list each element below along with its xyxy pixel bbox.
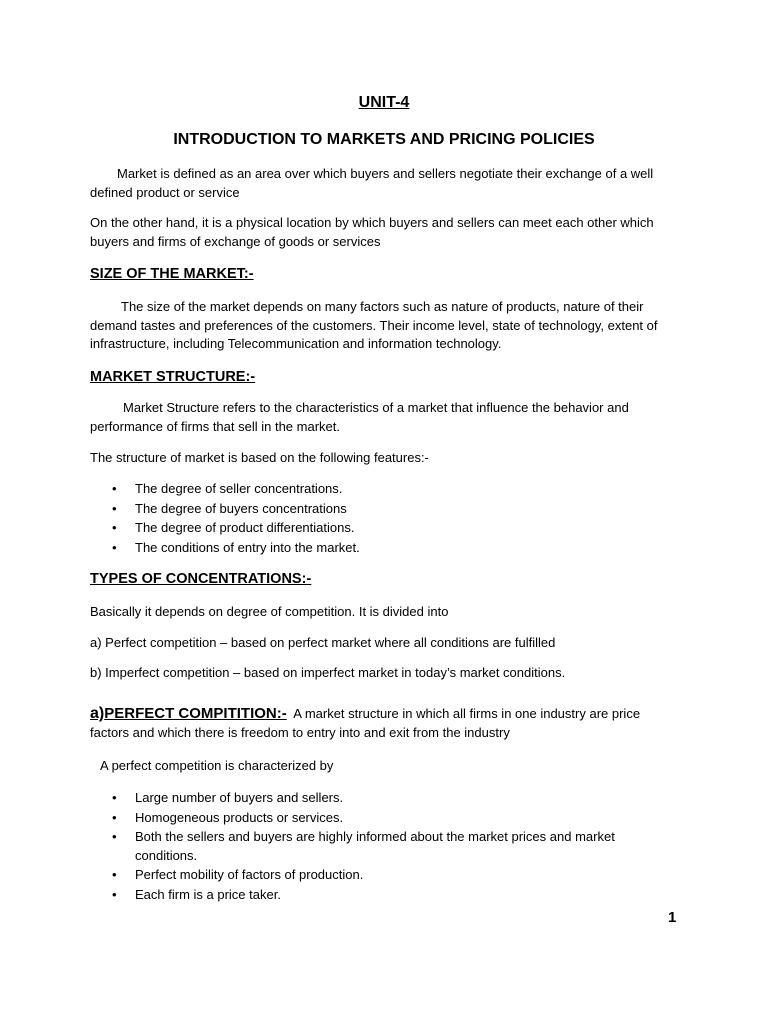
types-of-concentrations-heading: TYPES OF CONCENTRATIONS:-: [90, 571, 312, 587]
perfect-competition-definition: a) Perfect competition – based on perfect market where all conditions are fulfilled: [90, 635, 556, 650]
list-item: [90, 866, 670, 885]
list-item-text: Perfect mobility of factors of production.: [135, 867, 364, 882]
list-item: [90, 519, 670, 538]
characteristics-list: [90, 789, 670, 905]
unit-heading: UNIT-4: [358, 94, 410, 111]
size-of-market-heading: SIZE OF THE MARKET:-: [90, 266, 254, 282]
list-item-text: Each firm is a price taker.: [135, 886, 281, 902]
heading-text: PERFECT COMPITITION:-: [104, 705, 287, 722]
market-structure-heading: MARKET STRUCTURE:-: [90, 369, 256, 385]
bullet-icon: •: [112, 520, 117, 535]
market-structure-paragraph: Market Structure refers to the characteristics of a market that influence the behavior and performance of firms that sell in the market.: [90, 400, 629, 434]
list-item-text: The degree of seller concentrations.: [135, 481, 343, 496]
bullet-icon: •: [112, 481, 117, 496]
list-item: [90, 809, 670, 828]
page-title: INTRODUCTION TO MARKETS AND PRICING POLICIES: [173, 131, 595, 148]
features-list: [90, 480, 670, 558]
list-item: [90, 500, 670, 519]
list-item: [90, 480, 670, 499]
bullet-icon: •: [112, 790, 117, 805]
size-of-market-paragraph: The size of the market depends on many factors such as nature of products, nature of their demand tastes and preferences of the customers. Their income level, state of technology, extent of infrastructure, including Telecommunication and information technology.: [90, 299, 658, 351]
bullet-icon: •: [112, 539, 117, 555]
bullet-icon: •: [112, 829, 117, 844]
perfect-competition-text: A market structure in which all firms in one industry are price factors and which there is freedom to entry into and exit from the industry: [90, 706, 641, 740]
intro-paragraph-1: Market is defined as an area over which buyers and sellers negotiate their exchange of a well defined product or service: [90, 166, 654, 200]
perfect-competition-heading: [90, 705, 287, 722]
bullet-icon: •: [112, 809, 117, 825]
perfect-competition-paragraph: [90, 705, 680, 742]
list-item-text: Homogeneous products or services.: [135, 809, 344, 825]
list-item-text: The degree of product differentiations.: [135, 520, 355, 535]
list-item: [90, 539, 670, 558]
characterized-by-intro: A perfect competition is characterized by: [100, 758, 334, 773]
bullet-icon: •: [112, 886, 117, 902]
list-item: [90, 828, 670, 865]
list-item-text: The conditions of entry into the market.: [135, 539, 360, 555]
concentrations-intro: Basically it depends on degree of competition. It is divided into: [90, 604, 449, 619]
bullet-icon: •: [112, 500, 117, 516]
page-number: 1: [668, 909, 677, 926]
list-item: [90, 789, 670, 808]
heading-prefix: a): [90, 705, 105, 722]
list-item-text: Large number of buyers and sellers.: [135, 790, 344, 805]
bullet-icon: •: [112, 867, 117, 882]
imperfect-competition-definition: b) Imperfect competition – based on imperfect market in today’s market conditions.: [90, 665, 566, 680]
intro-paragraph-2: On the other hand, it is a physical location by which buyers and sellers can meet each other which buyers and firms of exchange of goods or services: [90, 215, 654, 249]
features-intro: The structure of market is based on the following features:-: [90, 450, 429, 465]
list-item-text: Both the sellers and buyers are highly informed about the market prices and market conditions.: [135, 829, 615, 863]
list-item: [90, 886, 670, 905]
list-item-text: The degree of buyers concentrations: [135, 500, 347, 516]
